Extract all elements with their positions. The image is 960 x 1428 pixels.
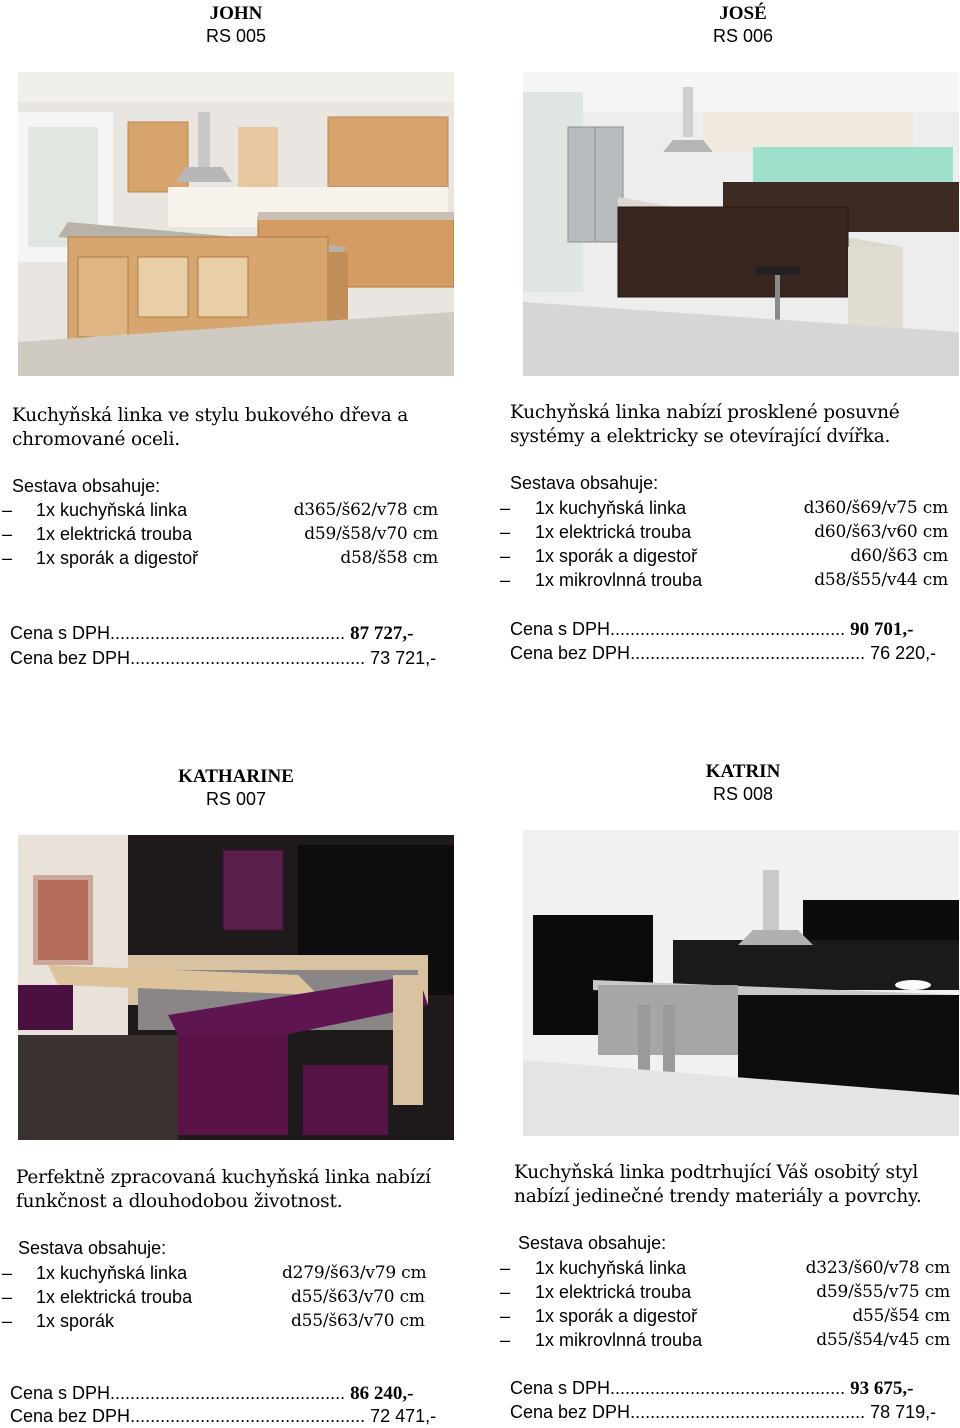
item-name: 1x elektrická trouba <box>535 522 692 542</box>
leader-dots: ............................................... <box>130 1406 366 1426</box>
list-item <box>500 1256 950 1280</box>
price-value: 90 701,- <box>850 619 914 640</box>
price-with-vat <box>510 617 913 642</box>
item-dimensions: d55/š54/v45 cm <box>816 1330 950 1350</box>
list-item <box>2 1285 432 1309</box>
price-without-vat <box>510 641 936 665</box>
price-with-vat <box>510 1376 913 1401</box>
item-dimensions: d55/š63/v70 cm <box>291 1287 425 1307</box>
price-with-vat <box>10 621 413 646</box>
leader-dots: ............................................... <box>110 623 346 643</box>
price-value: 93 675,- <box>850 1378 914 1399</box>
leader-dots: ............................................... <box>630 1402 866 1422</box>
item-name: 1x kuchyňská linka <box>535 1258 687 1278</box>
list-item <box>500 1328 950 1352</box>
contents-heading: Sestava obsahuje: <box>12 476 161 496</box>
list-item <box>2 1309 432 1333</box>
contents-heading: Sestava obsahuje: <box>518 1233 667 1253</box>
item-name: 1x elektrická trouba <box>36 1287 193 1307</box>
item-name: 1x kuchyňská linka <box>36 500 188 520</box>
contents-heading: Sestava obsahuje: <box>510 473 659 493</box>
price-value: 87 727,- <box>350 623 414 644</box>
bullet-dash: – <box>2 1263 13 1283</box>
price-label: Cena bez DPH <box>510 1402 631 1422</box>
product-description <box>16 1166 456 1214</box>
item-name: 1x sporák a digestoř <box>535 546 698 566</box>
description-line: Kuchyňská linka podtrhující Váš osobitý styl <box>514 1162 919 1183</box>
item-dimensions: d60/š63 cm <box>850 546 948 566</box>
description-line: Kuchyňská linka nabízí prosklené posuvné <box>510 402 900 423</box>
price-label: Cena s DPH <box>10 623 111 643</box>
item-name: 1x kuchyňská linka <box>535 498 687 518</box>
leader-dots: ............................................... <box>610 619 846 639</box>
bullet-dash: – <box>2 500 13 520</box>
bullet-dash: – <box>2 524 13 544</box>
price-with-vat <box>10 1381 413 1406</box>
bullet-dash: – <box>2 1311 13 1331</box>
list-item <box>500 568 948 592</box>
price-value: 72 471,- <box>370 1406 437 1426</box>
price-label: Cena bez DPH <box>10 1406 131 1426</box>
description-line: nabízí jedinečné trendy materiály a povrchy. <box>514 1186 922 1207</box>
product-name: JOHN <box>209 3 263 24</box>
item-dimensions: d365/š62/v78 cm <box>293 500 438 520</box>
list-item <box>2 498 438 522</box>
bullet-dash: – <box>2 548 13 568</box>
product-title <box>643 760 843 806</box>
list-item <box>500 520 948 544</box>
price-label: Cena bez DPH <box>10 648 131 668</box>
item-dimensions: d360/š69/v75 cm <box>803 498 948 518</box>
product-name: KATHARINE <box>178 766 294 787</box>
bullet-dash: – <box>500 498 511 518</box>
leader-dots: ............................................... <box>130 648 366 668</box>
item-dimensions: d58/š55/v44 cm <box>814 570 948 590</box>
leader-dots: ............................................... <box>610 1378 846 1398</box>
item-name: 1x mikrovlnná trouba <box>535 1330 703 1350</box>
price-without-vat <box>10 646 436 670</box>
bullet-dash: – <box>500 1258 511 1278</box>
list-item <box>500 1304 950 1328</box>
contents-heading: Sestava obsahuje: <box>18 1238 167 1258</box>
bullet-dash: – <box>500 1306 511 1326</box>
price-value: 76 220,- <box>870 643 937 663</box>
price-without-vat <box>510 1400 936 1424</box>
product-description <box>12 404 452 452</box>
kitchen-photo-katharine <box>18 835 454 1140</box>
bullet-dash: – <box>500 522 511 542</box>
item-name: 1x kuchyňská linka <box>36 1263 188 1283</box>
price-without-vat <box>10 1404 436 1428</box>
item-dimensions: d59/š55/v75 cm <box>816 1282 950 1302</box>
item-dimensions: d323/š60/v78 cm <box>805 1258 950 1278</box>
product-title <box>136 765 336 811</box>
item-dimensions: d55/š63/v70 cm <box>291 1311 425 1331</box>
product-code: RS 008 <box>712 784 774 804</box>
price-value: 78 719,- <box>870 1402 937 1422</box>
kitchen-photo-katrin <box>523 830 959 1136</box>
description-line: Perfektně zpracovaná kuchyňská linka nabízí <box>16 1167 431 1188</box>
item-name: 1x sporák <box>36 1311 115 1331</box>
bullet-dash: – <box>500 1330 511 1350</box>
product-description <box>510 401 950 449</box>
item-dimensions: d60/š63/v60 cm <box>814 522 948 542</box>
bullet-dash: – <box>500 546 511 566</box>
bullet-dash: – <box>500 1282 511 1302</box>
description-line: chromované oceli. <box>12 429 180 450</box>
item-dimensions: d55/š54 cm <box>852 1306 950 1326</box>
list-item <box>2 1261 432 1285</box>
item-dimensions: d279/š63/v79 cm <box>282 1263 427 1283</box>
product-name: JOSÉ <box>719 3 767 24</box>
description-line: systémy a elektricky se otevírající dvířka. <box>510 426 891 447</box>
price-label: Cena bez DPH <box>510 643 631 663</box>
description-line: Kuchyňská linka ve stylu bukového dřeva a <box>12 405 409 426</box>
product-title <box>136 2 336 48</box>
leader-dots: ............................................... <box>630 643 866 663</box>
price-value: 73 721,- <box>370 648 437 668</box>
product-description <box>514 1161 954 1209</box>
list-item <box>500 544 948 568</box>
item-name: 1x elektrická trouba <box>535 1282 692 1302</box>
product-name: KATRIN <box>705 761 781 782</box>
bullet-dash: – <box>500 570 511 590</box>
contents-list <box>500 1256 950 1352</box>
item-name: 1x elektrická trouba <box>36 524 193 544</box>
bullet-dash: – <box>2 1287 13 1307</box>
product-code: RS 005 <box>205 26 267 46</box>
list-item <box>2 546 438 570</box>
item-name: 1x sporák a digestoř <box>535 1306 698 1326</box>
price-label: Cena s DPH <box>510 1378 611 1398</box>
list-item <box>2 522 438 546</box>
price-value: 86 240,- <box>350 1383 414 1404</box>
kitchen-photo-jose <box>523 72 959 376</box>
list-item <box>500 496 948 520</box>
kitchen-photo-john <box>18 72 454 376</box>
contents-list <box>2 498 438 570</box>
product-code: RS 006 <box>712 26 774 46</box>
product-title <box>643 2 843 48</box>
price-label: Cena s DPH <box>10 1383 111 1403</box>
description-line: funkčnost a dlouhodobou životnost. <box>16 1191 343 1212</box>
price-label: Cena s DPH <box>510 619 611 639</box>
item-dimensions: d59/š58/v70 cm <box>304 524 438 544</box>
leader-dots: ............................................... <box>110 1383 346 1403</box>
item-name: 1x mikrovlnná trouba <box>535 570 703 590</box>
contents-list <box>2 1261 432 1333</box>
list-item <box>500 1280 950 1304</box>
item-dimensions: d58/š58 cm <box>340 548 438 568</box>
product-code: RS 007 <box>205 789 267 809</box>
item-name: 1x sporák a digestoř <box>36 548 199 568</box>
contents-list <box>500 496 948 592</box>
